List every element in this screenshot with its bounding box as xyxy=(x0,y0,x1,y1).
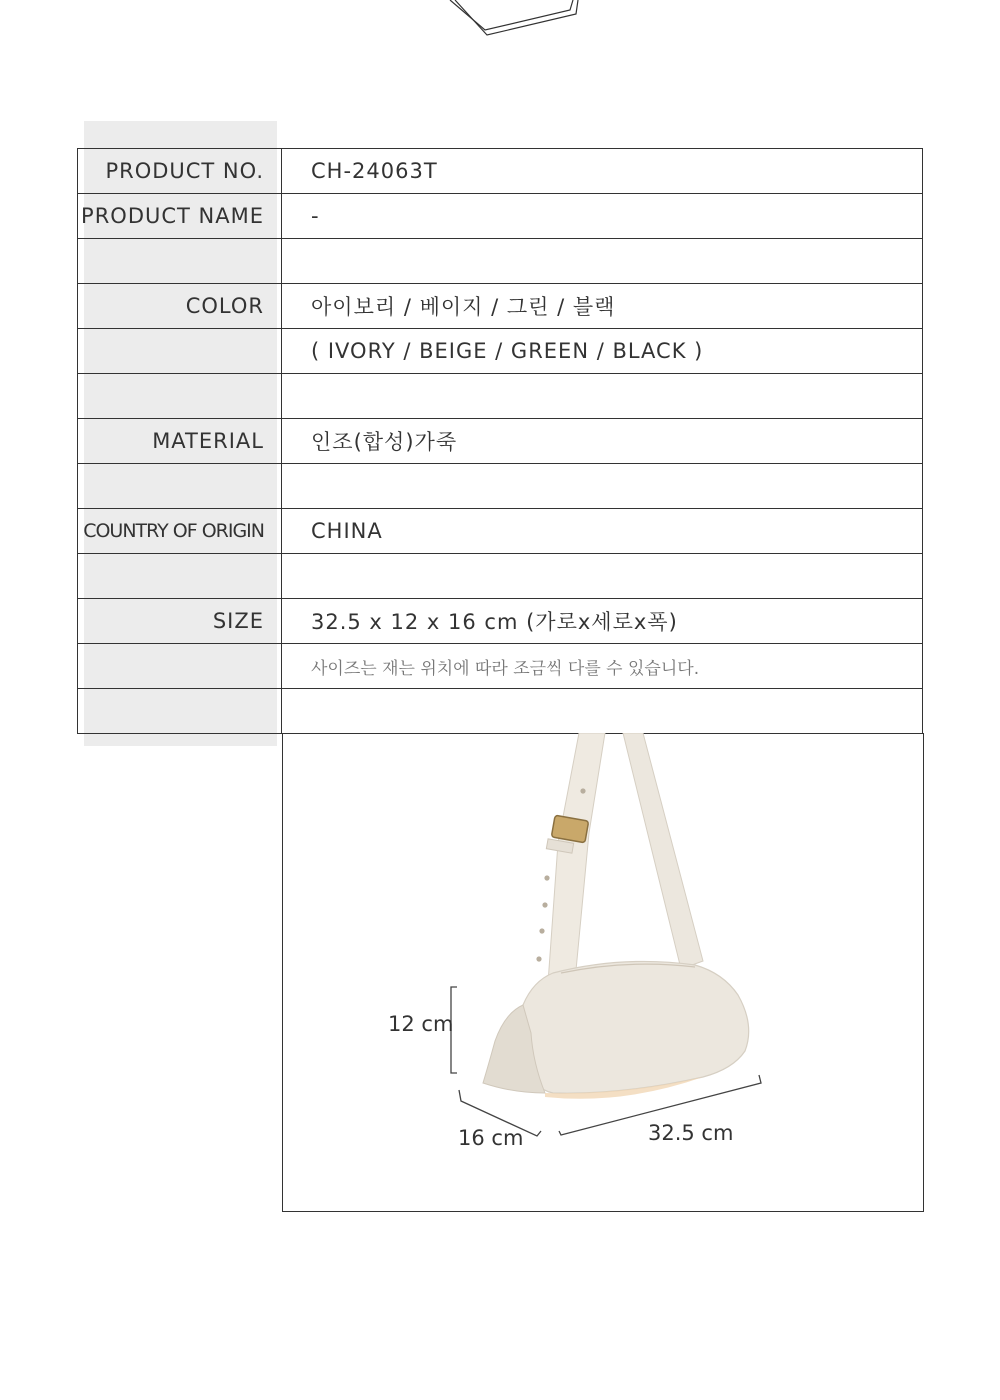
empty-value-cell xyxy=(282,689,923,734)
size-note: 사이즈는 재는 위치에 따라 조금씩 다를 수 있습니다. xyxy=(282,644,923,689)
top-decoration xyxy=(440,0,590,40)
table-row xyxy=(78,284,923,329)
empty-value-cell xyxy=(282,239,923,284)
strap-hole xyxy=(536,956,541,961)
strap-hole xyxy=(542,902,547,907)
empty-value-cell xyxy=(282,464,923,509)
table-row xyxy=(78,554,923,599)
table-row xyxy=(78,374,923,419)
depth-dimension-label: 16 cm xyxy=(458,1126,524,1150)
empty-label-cell xyxy=(78,689,282,734)
empty-label-cell xyxy=(78,329,282,374)
color-value-korean: 아이보리 / 베이지 / 그린 / 블랙 xyxy=(282,284,923,329)
strap-back xyxy=(623,733,703,969)
empty-value-cell xyxy=(282,554,923,599)
color-value-english: ( IVORY / BEIGE / GREEN / BLACK ) xyxy=(282,329,923,374)
table-row xyxy=(78,239,923,284)
table-row xyxy=(78,149,923,194)
product-spec-table xyxy=(77,148,923,734)
size-label: SIZE xyxy=(78,599,282,644)
empty-label-cell xyxy=(78,464,282,509)
table-row xyxy=(78,599,923,644)
size-value: 32.5 x 12 x 16 cm (가로x세로x폭) xyxy=(282,599,923,644)
empty-label-cell xyxy=(78,554,282,599)
strap-hole xyxy=(544,875,549,880)
table-row xyxy=(78,644,923,689)
origin-value: CHINA xyxy=(282,509,923,554)
product-no-value: CH-24063T xyxy=(282,149,923,194)
width-dimension-label: 32.5 cm xyxy=(648,1121,734,1145)
strap-hole xyxy=(580,788,585,793)
material-value: 인조(합성)가죽 xyxy=(282,419,923,464)
empty-value-cell xyxy=(282,374,923,419)
material-label: MATERIAL xyxy=(78,419,282,464)
color-label: COLOR xyxy=(78,284,282,329)
product-name-value: - xyxy=(282,194,923,239)
product-no-label: PRODUCT NO. xyxy=(78,149,282,194)
table-row xyxy=(78,509,923,554)
empty-label-cell xyxy=(78,644,282,689)
height-dimension-label: 12 cm xyxy=(388,1012,454,1036)
bag-illustration xyxy=(283,733,923,1211)
table-row xyxy=(78,194,923,239)
table-row xyxy=(78,689,923,734)
strap-hole xyxy=(539,928,544,933)
product-name-label: PRODUCT NAME xyxy=(78,194,282,239)
empty-label-cell xyxy=(78,374,282,419)
product-size-image-box xyxy=(282,733,924,1212)
table-row xyxy=(78,329,923,374)
bag-body xyxy=(518,961,749,1093)
empty-label-cell xyxy=(78,239,282,284)
table-row xyxy=(78,419,923,464)
origin-label: COUNTRY OF ORIGIN xyxy=(78,509,282,554)
table-row xyxy=(78,464,923,509)
